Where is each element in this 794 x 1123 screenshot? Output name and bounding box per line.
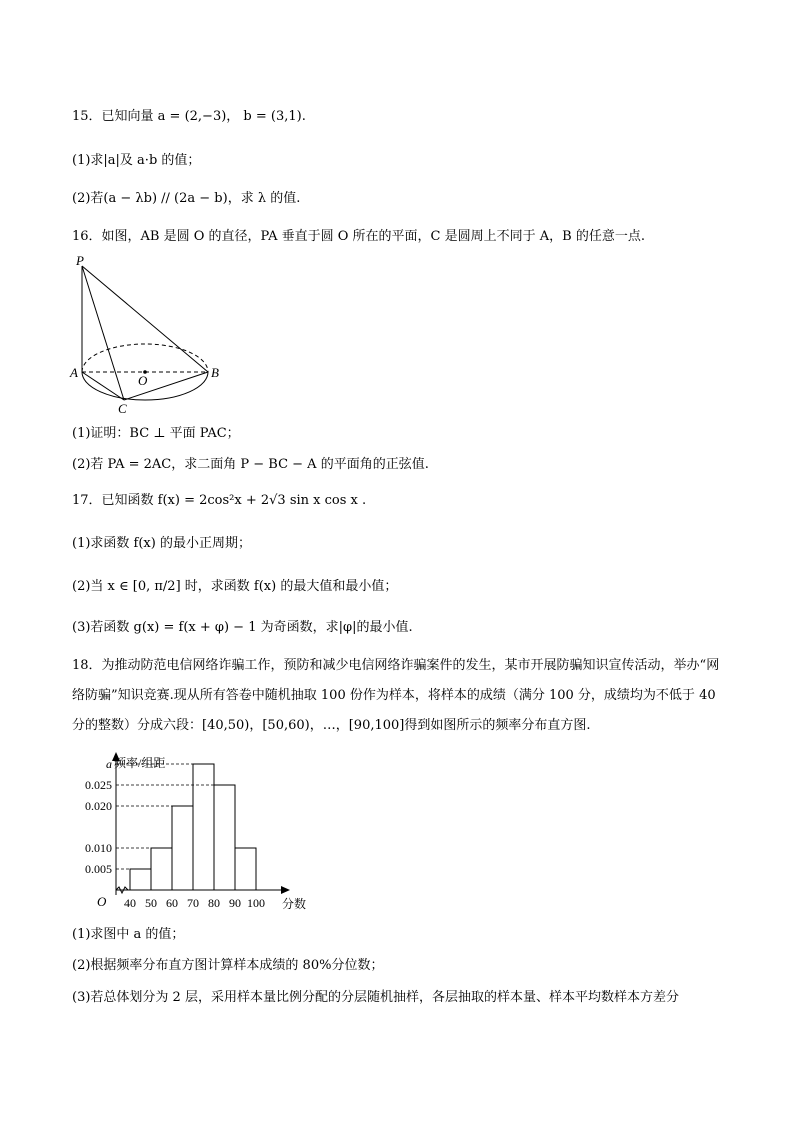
q15-part2: (2)若(a − λb) // (2a − b)，求 λ 的值. [72,191,301,206]
histogram-bar [193,764,214,890]
x-tick-label: 50 [145,896,157,910]
q18-part3: (3)若总体划分为 2 层，采用样本量比例分配的分层随机抽样，各层抽取的样本量、样本平均数样本方差分 [72,990,679,1005]
x-axis-arrow [281,886,290,894]
q18-part1: (1)求图中 a 的值； [72,927,185,942]
q15-part1: (1)求|a|及 a·b 的值； [72,153,201,168]
histogram-bar [214,785,235,890]
label-a: A [70,365,78,380]
x-tick-label: 80 [208,896,220,910]
q16-part2: (2)若 PA = 2AC，求二面角 P − BC − A 的平面角的正弦值. [72,457,429,472]
q17-part2: (2)当 x ∈ [0, π/2] 时，求函数 f(x) 的最大值和最小值； [72,579,398,594]
segment-pb [82,266,208,372]
x-tick-label: 70 [187,896,199,910]
histogram-bar [130,869,151,890]
q16-stem: 16．如图，AB 是圆 O 的直径，PA 垂直于圆 O 所在的平面，C 是圆周上不同于 A，B 的任意一点. [72,229,645,244]
histogram-bar [151,848,172,890]
x-tick-label: 100 [247,896,265,910]
label-c: C [118,401,127,414]
q16-part1: (1)证明：BC ⊥ 平面 PAC； [72,426,240,441]
segment-pc [82,266,124,400]
histogram-bar [235,848,256,890]
label-b: B [211,365,219,380]
y-tick-label: 0.005 [85,862,112,876]
histogram-bar [172,806,193,890]
x-tick-label: 40 [124,896,136,910]
cone-figure [68,254,228,414]
y-tick-label: a [106,757,112,771]
q18-part2: (2)根据频率分布直方图计算样本成绩的 80%分位数； [72,958,384,973]
y-tick-label: 0.025 [85,778,112,792]
q17-part3: (3)若函数 g(x) = f(x + φ) − 1 为奇函数，求|φ|的最小值. [72,620,413,635]
y-axis-label: 频率/组距 [114,756,166,770]
label-o: O [138,373,148,388]
segment-bc [124,372,208,400]
q17-stem: 17．已知函数 f(x) = 2cos²x + 2√3 sin x cos x . [72,493,367,508]
frequency-histogram [70,750,310,920]
x-axis-label: 分数 [282,897,307,911]
origin-label: O [97,894,107,909]
x-tick-label: 60 [166,896,178,910]
y-tick-label: 0.020 [85,799,112,813]
y-tick-label: 0.010 [85,841,112,855]
segment-ac [82,372,124,400]
x-tick-label: 90 [229,896,241,910]
label-p: P [76,254,84,268]
base-circle-back [82,344,208,372]
q17-part1: (1)求函数 f(x) 的最小正周期； [72,536,251,551]
q15-stem: 15．已知向量 a = (2,−3)， b = (3,1). [72,109,306,124]
q18-stem: 18．为推动防范电信网络诈骗工作，预防和减少电信网络诈骗案件的发生，某市开展防骗知识宣传活动，举办“网络防骗”知识竞赛.现从所有答卷中随机抽取 100 份作为样本，将样本的成绩（满分 100 分，成绩均为不低于 40 分的整数）分成六段：[40,50)，[50,60)，…，[90,100]得到如图所示的频率分布直方图. [72,658,720,733]
